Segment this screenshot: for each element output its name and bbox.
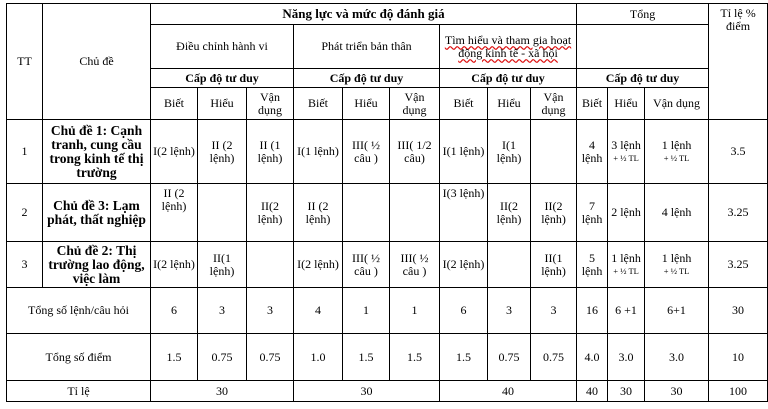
tong-cell: 6+1 [645,288,709,334]
group-phat-trien-ban-than: Phát triển bản thân [294,25,440,69]
tong-cell: 4.0 [577,334,608,381]
cell: II (1 lệnh) [247,120,294,184]
cell: 3 [198,288,247,334]
level-biet: Biết [440,88,488,120]
cell: I(1 lệnh) [294,120,343,184]
tong-main: 1 lệnh [611,250,641,265]
topic-cell: Chủ đề 1: Cạnh tranh, cung cầu trong kinh tế thị trường [43,120,151,184]
header-tong: Tổng [577,4,709,25]
cell: 6 [151,288,198,334]
group-ratio-cell: 30 [294,381,440,402]
tong-main: 4 lệnh [581,137,603,165]
cell: II(1 lệnh) [198,242,247,288]
tong-cell [645,184,709,242]
row-tt: 2 [7,184,43,242]
tong-main: 5 lệnh [581,250,603,278]
cell: 1 [390,288,440,334]
cell: I(2 lệnh) [151,120,198,184]
cell: II (2 lệnh) [151,184,198,242]
table-row-ti-le [7,381,768,402]
level-van-dung: Vận dụng [645,88,709,120]
row-tt: 1 [7,120,43,184]
tong-cell: 30 [608,381,645,402]
tong-cell [577,242,608,288]
tong-cell: 3.0 [645,334,709,381]
tong-cell: 6 +1 [608,288,645,334]
cell: II (2 lệnh) [198,120,247,184]
level-biet: Biết [294,88,343,120]
cell: III( ½ câu ) [390,242,440,288]
tong-cell: 30 [645,381,709,402]
tong-sub: + ½ TL [613,265,639,276]
header-ti-le-diem: Tỉ lệ % điểm [709,4,768,120]
ti-le-cell: 3.25 [709,242,768,288]
table-row-tong-so-diem [7,334,768,381]
header-nang-luc: Năng lực và mức độ đánh giá [151,4,577,25]
level-van-dung: Vận dụng [531,88,577,120]
group-tim-hieu-kinh-te: Tìm hiểu và tham gia hoạt động kinh tế - xã hội [440,25,577,69]
ti-le-cell: 3.25 [709,184,768,242]
cell: 6 [440,288,488,334]
tong-main: 3 lệnh [611,137,641,152]
level-van-dung: Vận dụng [247,88,294,120]
group-ratio-cell: 40 [440,381,577,402]
cap-do-tu-duy-2: Cấp độ tư duy [294,69,440,88]
cell: I(3 lệnh) [440,184,488,242]
cell: 0.75 [488,334,531,381]
cell: 1.5 [440,334,488,381]
cell: 1.5 [390,334,440,381]
header-tt: TT [7,4,43,120]
cell [390,184,440,242]
assessment-matrix-table [6,3,768,402]
topic-cell: Chủ đề 2: Thị trường lao động, việc làm [43,242,151,288]
tong-cell: 3.0 [608,334,645,381]
tong-cell [577,184,608,242]
row-tt: 3 [7,242,43,288]
tong-main: 1 lệnh [661,137,692,152]
row-label: Tổng số điểm [7,334,151,381]
ti-le-cell: 3.5 [709,120,768,184]
cell: 0.75 [198,334,247,381]
tong-cell [645,242,709,288]
tong-cell [608,242,645,288]
cell: 4 [294,288,343,334]
table-row [7,120,768,184]
cell: III( ½ câu ) [343,120,390,184]
cell: III( ½ câu ) [343,242,390,288]
cell: I(1 lệnh) [488,120,531,184]
cap-do-tu-duy-tong: Cấp độ tư duy [577,69,709,88]
group-dieu-chinh-hanh-vi: Điều chỉnh hành vi [151,25,294,69]
tong-cell [577,120,608,184]
tong-cell [608,184,645,242]
table-row [7,184,768,242]
cell: 1.5 [151,334,198,381]
group-ratio-cell: 30 [151,381,294,402]
tong-sub: + ½ TL [663,265,690,276]
cell: I(2 lệnh) [151,242,198,288]
cell: 0.75 [531,334,577,381]
cell: I(2 lệnh) [294,242,343,288]
topic-cell: Chủ đề 3: Lạm phát, thất nghiệp [43,184,151,242]
cell: 1 [343,288,390,334]
cell: I(1 lệnh) [440,120,488,184]
tong-main: 7 lệnh [581,198,603,226]
cell [343,184,390,242]
cell: 0.75 [247,334,294,381]
tong-cell [645,120,709,184]
level-biet: Biết [577,88,608,120]
cap-do-tu-duy-1: Cấp độ tư duy [151,69,294,88]
level-hieu: Hiểu [488,88,531,120]
cell: 1.5 [343,334,390,381]
level-hieu: Hiểu [343,88,390,120]
tong-main: 4 lệnh [661,205,692,219]
cell: 1.0 [294,334,343,381]
cell: 3 [488,288,531,334]
level-hieu: Hiểu [608,88,645,120]
cell: I(2 lệnh) [440,242,488,288]
tong-cell [608,120,645,184]
level-hieu: Hiểu [198,88,247,120]
cell [247,242,294,288]
row-label: Tổng số lệnh/câu hỏi [7,288,151,334]
tong-sub: + ½ TL [663,152,690,163]
cell [488,242,531,288]
tong-main: 1 lệnh [661,250,692,265]
tong-sub: + ½ TL [613,152,639,163]
tong-cell: 16 [577,288,608,334]
ti-le-cell: 30 [709,288,768,334]
cell: II(1 lệnh) [531,242,577,288]
table-row [7,242,768,288]
cell: II(2 lệnh) [247,184,294,242]
cell: II(2 lệnh) [531,184,577,242]
level-biet: Biết [151,88,198,120]
table-row-tong-so-lenh [7,288,768,334]
tong-blank-cell [577,25,709,69]
cell: III( 1/2 câu) [390,120,440,184]
cell: II(2 lệnh) [488,184,531,242]
cell: 3 [247,288,294,334]
ti-le-cell: 100 [709,381,768,402]
cell [198,184,247,242]
cell: II (2 lệnh) [294,184,343,242]
header-chu-de: Chủ đề [43,4,151,120]
tong-main: 2 lệnh [611,205,641,219]
cap-do-tu-duy-3: Cấp độ tư duy [440,69,577,88]
ti-le-cell: 10 [709,334,768,381]
row-label: Tỉ lệ [7,381,151,402]
level-van-dung: Vận dụng [390,88,440,120]
cell: 3 [531,288,577,334]
tong-cell: 40 [577,381,608,402]
cell [531,120,577,184]
